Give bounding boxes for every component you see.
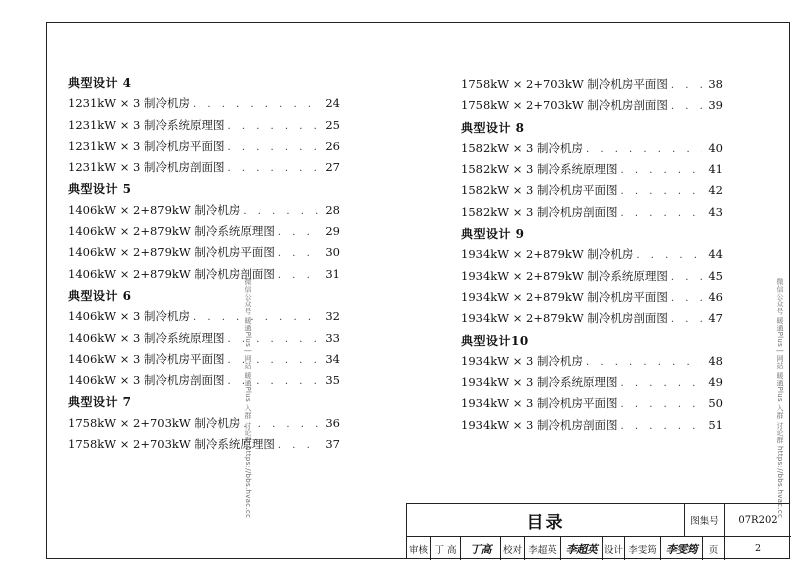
toc-entry-label: 1231kW × 3 制冷系统原理图 xyxy=(68,117,225,132)
toc-entry xyxy=(461,97,723,118)
designer-name: 李雯筠 xyxy=(625,537,661,560)
document-title: 目录 xyxy=(407,504,685,537)
review-label: 审核 xyxy=(407,537,431,560)
toc-entry-page: 29 xyxy=(325,224,340,239)
dot-leader xyxy=(671,101,702,112)
dot-leader xyxy=(620,208,702,219)
toc-entry xyxy=(68,266,340,287)
toc-entry xyxy=(461,140,723,161)
toc-entry-label: 1934kW × 3 制冷机房平面图 xyxy=(461,396,618,411)
dot-leader xyxy=(278,248,319,259)
dot-leader xyxy=(227,163,319,174)
toc-entry-label: 1758kW × 2+703kW 制冷机房平面图 xyxy=(461,77,668,91)
toc-entry-label: 1406kW × 3 制冷系统原理图 xyxy=(68,330,225,345)
section-title: 典型设计 6 xyxy=(68,288,132,303)
page-label: 页 xyxy=(703,537,725,560)
watermark-text: 微信公众号 暖通Plus | 网站 暖通Plus 入群 讨论群 https://bbs.hvac.cc xyxy=(244,278,252,519)
section-title: 典型设计 4 xyxy=(68,76,132,90)
toc-entry xyxy=(68,244,340,265)
toc-entry-page: 37 xyxy=(325,437,340,452)
dot-leader xyxy=(193,99,319,110)
toc-entry xyxy=(461,417,723,438)
dot-leader xyxy=(586,144,702,155)
dot-leader xyxy=(620,165,702,176)
atlas-number-label: 图集号 xyxy=(685,504,725,537)
toc-entry-page: 45 xyxy=(708,268,723,283)
toc-entry xyxy=(68,436,340,457)
toc-entry-page: 39 xyxy=(708,98,723,113)
toc-entry-label: 1934kW × 2+879kW 制冷系统原理图 xyxy=(461,268,668,283)
dot-leader xyxy=(227,355,319,366)
toc-entry-label: 1934kW × 2+879kW 制冷机房 xyxy=(461,247,634,262)
section-title: 典型设计 8 xyxy=(461,120,525,135)
dot-leader xyxy=(278,270,319,281)
toc-entry xyxy=(461,395,723,416)
toc-entry-label: 1582kW × 3 制冷系统原理图 xyxy=(461,162,618,177)
toc-entry xyxy=(461,246,723,267)
toc-entry-page: 43 xyxy=(708,204,723,219)
toc-entry-page: 40 xyxy=(708,140,723,155)
approval-row xyxy=(407,537,791,560)
toc-entry-label: 1582kW × 3 制冷机房 xyxy=(461,140,583,155)
toc-entry xyxy=(461,374,723,395)
toc-entry-page: 34 xyxy=(325,351,340,366)
toc-entry-page: 28 xyxy=(325,202,340,217)
toc-entry xyxy=(461,161,723,182)
design-label: 设计 xyxy=(603,537,625,560)
toc-entry xyxy=(68,415,340,436)
dot-leader xyxy=(636,250,702,261)
toc-entry xyxy=(461,268,723,289)
dot-leader xyxy=(620,186,702,197)
toc-entry xyxy=(461,289,723,310)
toc-entry xyxy=(68,95,340,116)
reviewer-signature: 丁高 xyxy=(461,537,501,560)
toc-entry-page: 33 xyxy=(325,330,340,345)
toc-entry-page: 25 xyxy=(325,117,340,132)
toc-entry-page: 50 xyxy=(708,396,723,411)
toc-entry xyxy=(461,182,723,203)
toc-entry xyxy=(68,223,340,244)
toc-entry-page: 42 xyxy=(708,183,723,198)
designer-signature: 李雯筠 xyxy=(661,537,703,560)
toc-entry-label: 1934kW × 2+879kW 制冷机房平面图 xyxy=(461,289,668,304)
watermark-text: 微信公众号 暖通Plus | 网站 暖通Plus 入群 讨论群 https://bbs.hvac.cc xyxy=(776,278,784,519)
toc-entry xyxy=(68,202,340,223)
dot-leader xyxy=(278,440,319,451)
toc-entry-page: 24 xyxy=(325,96,340,111)
toc-entry-label: 1406kW × 2+879kW 制冷系统原理图 xyxy=(68,224,275,239)
toc-entry-label: 1934kW × 3 制冷机房剖面图 xyxy=(461,417,618,432)
toc-entry-label: 1406kW × 2+879kW 制冷机房平面图 xyxy=(68,245,275,260)
toc-entry-page: 35 xyxy=(325,373,340,388)
toc-entry-label: 1406kW × 2+879kW 制冷机房 xyxy=(68,202,241,217)
section-title: 典型设计 9 xyxy=(461,227,525,242)
dot-leader xyxy=(586,357,702,368)
toc-entry-page: 49 xyxy=(708,375,723,390)
toc-entry-label: 1758kW × 2+703kW 制冷机房剖面图 xyxy=(461,98,668,113)
dot-leader xyxy=(227,142,319,153)
toc-entry-label: 1406kW × 3 制冷机房平面图 xyxy=(68,351,225,366)
toc-entry xyxy=(461,353,723,374)
dot-leader xyxy=(227,376,319,387)
toc-entry-page: 41 xyxy=(708,162,723,177)
toc-entry xyxy=(461,310,723,331)
dot-leader xyxy=(278,227,319,238)
toc-entry-label: 1231kW × 3 制冷机房剖面图 xyxy=(68,160,225,175)
toc-entry-page: 26 xyxy=(325,138,340,153)
toc-entry-label: 1582kW × 3 制冷机房剖面图 xyxy=(461,204,618,219)
toc-entry-page: 47 xyxy=(708,311,723,326)
toc-left-column xyxy=(68,74,340,457)
toc-entry-page: 36 xyxy=(325,415,340,430)
dot-leader xyxy=(671,314,702,325)
toc-entry-page: 38 xyxy=(708,77,723,91)
section-title: 典型设计 7 xyxy=(68,395,132,410)
toc-entry-page: 32 xyxy=(325,309,340,324)
toc-entry xyxy=(68,117,340,138)
toc-entry xyxy=(68,308,340,329)
toc-entry-label: 1934kW × 2+879kW 制冷机房剖面图 xyxy=(461,311,668,326)
toc-entry-page: 30 xyxy=(325,245,340,260)
toc-entry-label: 1934kW × 3 制冷系统原理图 xyxy=(461,375,618,390)
toc-entry-label: 1934kW × 3 制冷机房 xyxy=(461,353,583,368)
toc-entry xyxy=(68,138,340,159)
toc-entry xyxy=(68,159,340,180)
toc-entry xyxy=(461,204,723,225)
dot-leader xyxy=(620,378,702,389)
dot-leader xyxy=(243,419,319,430)
section-title: 典型设计 5 xyxy=(68,182,132,197)
toc-right-column xyxy=(461,76,723,438)
toc-entry xyxy=(68,372,340,393)
toc-entry-label: 1406kW × 3 制冷机房剖面图 xyxy=(68,373,225,388)
toc-entry-label: 1406kW × 3 制冷机房 xyxy=(68,309,190,324)
toc-entry-label: 1758kW × 2+703kW 制冷系统原理图 xyxy=(68,437,275,452)
toc-entry-page: 27 xyxy=(325,160,340,175)
dot-leader xyxy=(671,80,702,91)
reviewer-name: 丁 高 xyxy=(431,537,461,560)
toc-entry-label: 1406kW × 2+879kW 制冷机房剖面图 xyxy=(68,266,275,281)
atlas-number: 07R202 xyxy=(725,504,791,537)
page-number: 2 xyxy=(754,543,762,554)
title-block xyxy=(406,503,790,559)
toc-entry xyxy=(68,330,340,351)
toc-entry-label: 1231kW × 3 制冷机房平面图 xyxy=(68,138,225,153)
toc-entry-page: 48 xyxy=(708,353,723,368)
dot-leader xyxy=(671,293,702,304)
section-title: 典型设计10 xyxy=(461,333,529,348)
toc-entry-page: 46 xyxy=(708,289,723,304)
toc-entry xyxy=(68,351,340,372)
toc-entry-label: 1582kW × 3 制冷机房平面图 xyxy=(461,183,618,198)
dot-leader xyxy=(227,334,319,345)
toc-entry-label: 1758kW × 2+703kW 制冷机房 xyxy=(68,415,241,430)
dot-leader xyxy=(620,399,702,410)
proofreader-name: 李超英 xyxy=(525,537,561,560)
dot-leader xyxy=(193,312,319,323)
toc-entry-label: 1231kW × 3 制冷机房 xyxy=(68,96,190,111)
toc-entry-page: 51 xyxy=(708,417,723,432)
proofread-label: 校对 xyxy=(501,537,525,560)
dot-leader xyxy=(243,206,319,217)
toc-entry xyxy=(461,76,723,97)
dot-leader xyxy=(620,421,702,432)
toc-entry-page: 44 xyxy=(708,247,723,262)
toc-entry-page: 31 xyxy=(325,266,340,281)
dot-leader xyxy=(227,121,319,132)
dot-leader xyxy=(671,272,702,283)
proofreader-signature: 李超英 xyxy=(561,537,603,560)
